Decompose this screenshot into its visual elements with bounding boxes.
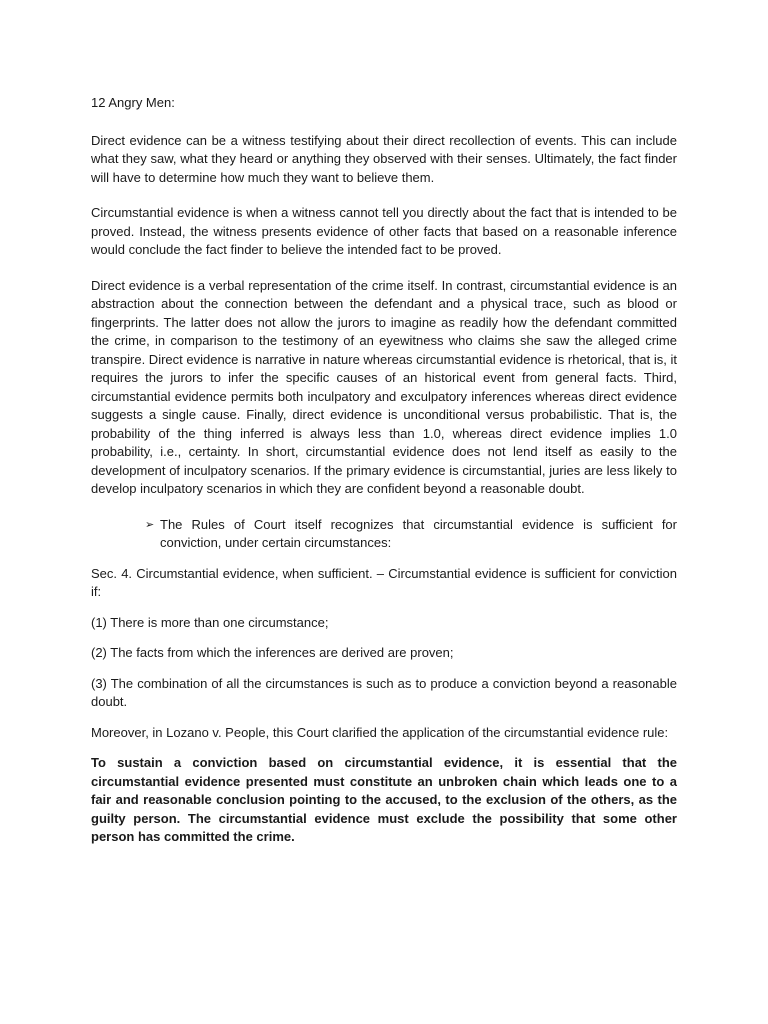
bold-quote: To sustain a conviction based on circumstantial evidence, it is essential that the circumstantial evidence presented must constitute an unbroken chain which leads one to a fair and reasonable conclusion pointing to the accused, to the exclusion of the others, as the guilty person. The circumstantial evidence must exclude the possibility that some other person has committed the crime. [91,755,677,844]
paragraph-direct-evidence: Direct evidence can be a witness testifying about their direct recollection of events. This can include what they saw, what they heard or anything they observed with their senses. Ultimately, the fact finder will have to determine how much they want to believe them. [91,132,677,185]
paragraph-circumstantial-evidence: Circumstantial evidence is when a witness cannot tell you directly about the fact that is intended to be proved. Instead, the witness presents evidence of other facts that based on a reasonable inference would conclude the fact finder to believe the intended fact to be proved. [91,205,677,257]
document-title: 12 Angry Men: [91,95,175,110]
bullet-text: The Rules of Court itself recognizes that circumstantial evidence is sufficient for conviction, under certain circumstances: [160,516,677,550]
bullet-item [145,516,677,553]
condition-item-1: (1) There is more than one circumstance; [91,614,329,630]
condition-item-2: (2) The facts from which the inferences are derived are proven; [91,645,454,660]
paragraph-comparison: Direct evidence is a verbal representation of the crime itself. In contrast, circumstantial evidence is an abstraction about the connection between the defendant and a physical trace, such as blood or fingerprints. The latter does not allow the jurors to imagine as readily how the defendant committed the crime, in comparison to the testimony of an eyewitness who claims she saw the alleged crime transpire. Direct evidence is narrative in nature whereas circumstantial evidence is rhetorical, that is, it requires the jurors to infer the specific causes of an historical event from general facts. Third, circumstantial evidence permits both inculpatory and exculpatory inferences whereas direct evidence suggests a single cause. Finally, direct evidence is unconditional versus probabilistic. That is, the probability of the thing inferred is always less than 1.0, whereas direct evidence implies 1.0 probability, i.e., certainty. In short, circumstantial evidence does not lend itself as easily to the development of inculpatory scenarios. If the primary evidence is circumstantial, juries are less likely to develop inculpatory scenarios in which they are confident beyond a reasonable doubt. [91,277,677,496]
lozano-intro: Moreover, in Lozano v. People, this Court clarified the application of the circumstantial evidence rule: [91,724,669,740]
arrow-bullet-icon: ➢ [145,517,155,531]
section-heading: Sec. 4. Circumstantial evidence, when sufficient. – Circumstantial evidence is sufficient for conviction if: [91,565,677,599]
condition-item-3: (3) The combination of all the circumstances is such as to produce a conviction beyond a reasonable doubt. [91,675,677,709]
